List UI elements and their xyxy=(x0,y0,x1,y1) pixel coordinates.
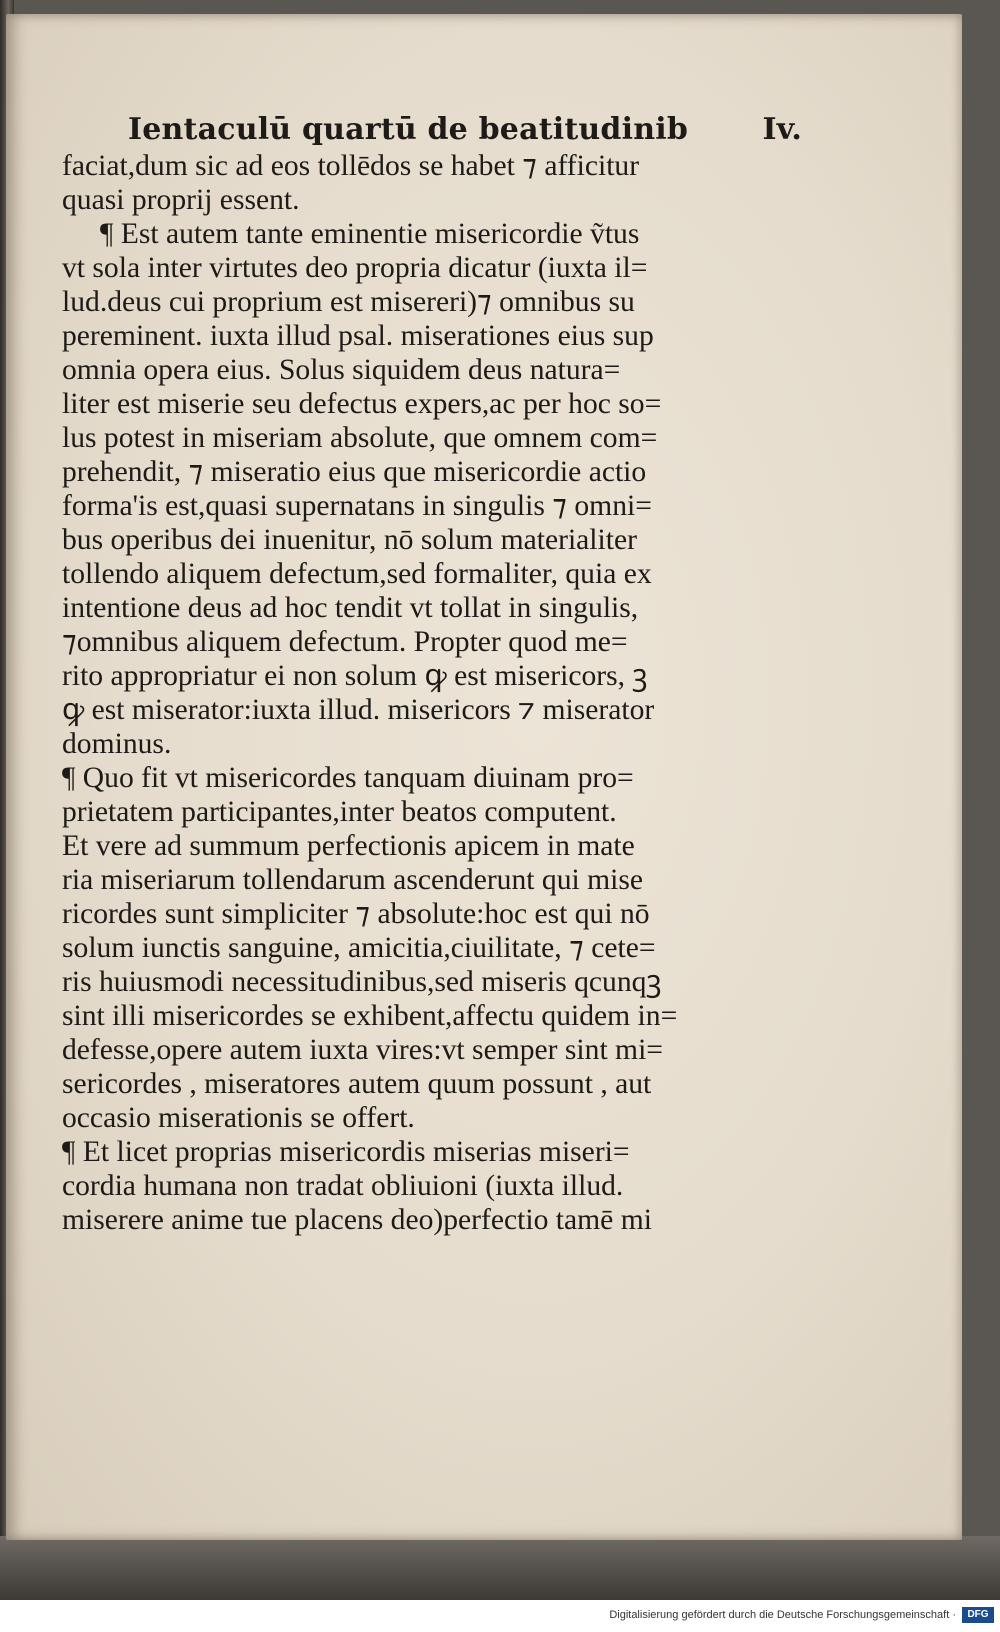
text-line: bus operibus dei inuenitur, nō solum materialiter xyxy=(62,524,637,556)
text-line: lud.deus cui proprium est misereri)⁊ omnibus su xyxy=(62,286,635,318)
text-line: faciat,dum sic ad eos tollēdos se habet ⁊ afficitur xyxy=(62,150,640,182)
text-line: rito appropriatur ei non solum ꝙ est misericors, ꝫ xyxy=(62,660,648,692)
text-line: miserere anime tue placens deo)perfectio tamē mi xyxy=(62,1204,652,1236)
text-line: ris huiusmodi necessitudinibus,sed miseris qcunqꝫ xyxy=(62,966,662,998)
text-line: ¶ Est autem tante eminentie misericordie ṽtus xyxy=(100,218,640,250)
text-line: ⁊omnibus aliquem defectum. Propter quod me= xyxy=(62,626,628,658)
text-line: sint illi misericordes se exhibent,affectu quidem in= xyxy=(62,1000,678,1032)
running-head xyxy=(128,112,802,147)
text-line: omnia opera eius. Solus siquidem deus natura= xyxy=(62,354,621,386)
text-line: prietatem participantes,inter beatos computent. xyxy=(62,796,617,828)
text-line: solum iunctis sanguine, amicitia,ciuilitate, ⁊ cete= xyxy=(62,932,656,964)
text-line: occasio miserationis se offert. xyxy=(62,1102,415,1134)
book-page xyxy=(6,14,962,1540)
text-line: cordia humana non tradat obliuioni (iuxta illud. xyxy=(62,1170,624,1202)
text-line: vt sola inter virtutes deo propria dicatur (iuxta il= xyxy=(62,252,648,284)
book-bottom-edge xyxy=(0,1536,1000,1600)
folio-number: Iv. xyxy=(762,112,802,147)
text-line: sericordes , miseratores autem quum possunt , aut xyxy=(62,1068,652,1100)
funding-credit: Digitalisierung gefördert durch die Deutsche Forschungsgemeinschaft · xyxy=(609,1609,956,1621)
text-line: liter est miserie seu defectus expers,ac per hoc so= xyxy=(62,388,662,420)
running-head-title: Ientaculū quartū de beatitudinib xyxy=(128,112,688,147)
body-text xyxy=(62,149,802,1237)
text-line: intentione deus ad hoc tendit vt tollat in singulis, xyxy=(62,592,639,624)
page-text-block xyxy=(62,112,802,1237)
text-line: forma'is est,quasi supernatans in singulis ⁊ omni= xyxy=(62,490,652,522)
text-line: ¶ Quo fit vt misericordes tanquam diuinam pro= xyxy=(62,762,634,794)
text-line: pereminent. iuxta illud psal. miserationes eius sup xyxy=(62,320,654,352)
dfg-logo: DFG xyxy=(962,1607,994,1623)
text-line: ricordes sunt simpliciter ⁊ absolute:hoc est qui nō xyxy=(62,898,650,930)
text-line: prehendit, ⁊ miseratio eius que misericordie actio xyxy=(62,456,647,488)
text-line: lus potest in miseriam absolute, que omnem com= xyxy=(62,422,658,454)
footer-bar xyxy=(0,1600,1000,1632)
text-line: Et vere ad summum perfectionis apicem in mate xyxy=(62,830,635,862)
text-line: tollendo aliquem defectum,sed formaliter, quia ex xyxy=(62,558,652,590)
text-line: dominus. xyxy=(62,728,172,760)
text-line: ¶ Et licet proprias misericordis miserias miseri= xyxy=(62,1136,630,1168)
text-line: defesse,opere autem iuxta vires:vt semper sint mi= xyxy=(62,1034,663,1066)
text-line: quasi proprij essent. xyxy=(62,184,300,216)
text-line: ria miseriarum tollendarum ascenderunt qui mise xyxy=(62,864,644,896)
text-line: ꝙ est miserator:iuxta illud. misericors ⁊ miserator xyxy=(62,694,655,726)
